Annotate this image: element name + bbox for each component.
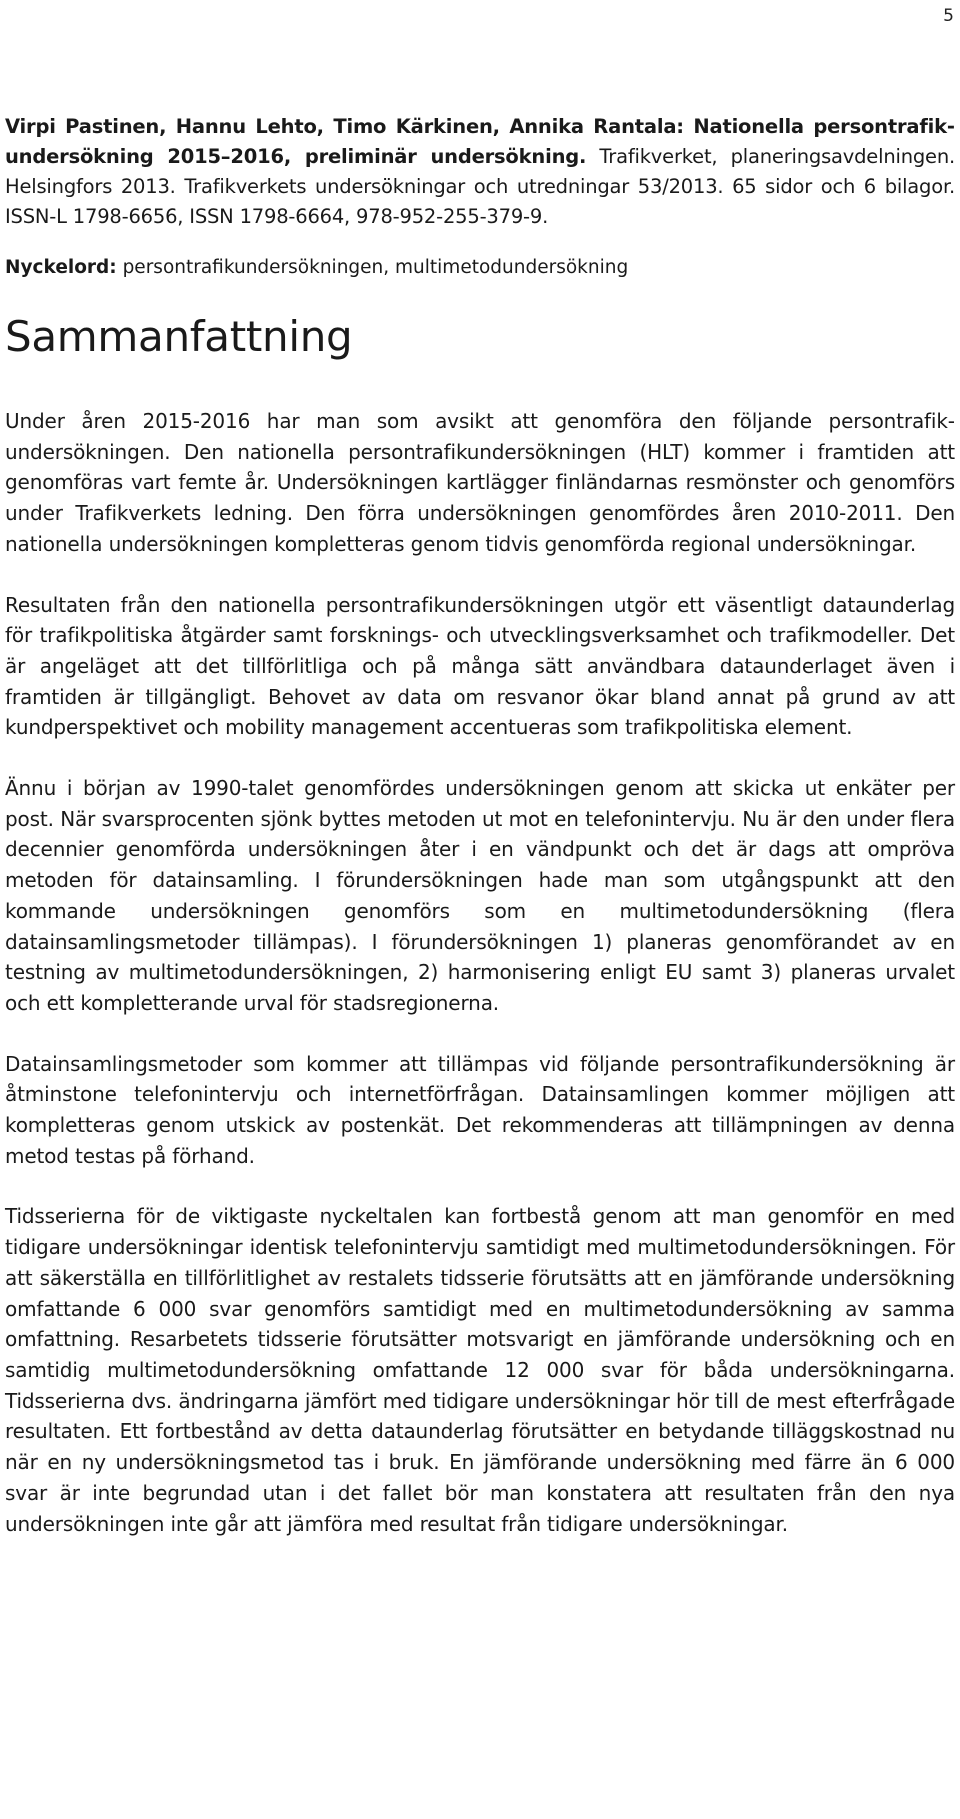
paragraph: Datainsamlingsmetoder som kommer att tillämpas vid följande persontrafikundersökning är åtminstone telefonintervju och internetförfrågan. Datainsamlingen kommer möjligen att kompletteras genom utskick av postenkät. Det rekommenderas att tillämpningen av denna metod testas på förhand.: [5, 1051, 955, 1168]
reference-authors-title: Virpi Pastinen, Hannu Lehto, Timo Kärkinen, Annika Rantala: Nationella persontrafikundersökning 2015–2016, preliminär undersökning.: [5, 115, 955, 168]
paragraph: Tidsserierna för de viktigaste nyckeltalen kan fortbestå genom att man genomför en med tidigare undersökningar identisk telefonintervju samtidigt med multimetodundersökningen. För att säkerställa en tillförlitlighet av restalets tidsserie förutsätts att en jämförande undersökning omfattande 6 000 svar genomförs samtidigt med en multimetodundersökning av samma omfattning. Resarbetets tidsserie förutsätter motsvarigt en jämförande undersökning och en samtidig multimetodundersökning omfattande 12 000 svar för båda undersökningarna. Tidsserierna dvs. ändringarna jämfört med tidigare undersökningar hör till de mest efterfrågade resultaten. Ett fortbestånd av detta dataunderlag förutsätter en betydande tilläggskostnad nu när en ny undersökningsmetod tas i bruk. En jämförande undersökning med färre än 6 000 svar är inte begrundad utan i det fallet bör man konstatera att resultaten från den nya undersökningen inte går att jämföra med resultat från tidigare undersökningar.: [5, 1204, 955, 1536]
reference-details: Trafikverket, planeringsavdelningen. Helsingfors 2013. Trafikverkets undersökningar och utredningar 53/2013. 65 sidor och 6 bilagor. ISSN-L 1798-6656, ISSN 1798-6664, 978-952-255-379-9.: [5, 145, 955, 228]
section-title: Sammanfattning: [5, 312, 353, 361]
paragraph: Under åren 2015-2016 har man som avsikt att genomföra den följande persontrafikundersökningen. Den nationella persontrafikundersökningen (HLT) kommer i framtiden att genomföras vart femte år. Undersökningen kartlägger finländarnas resmönster och genomförs under Trafikverkets ledning. Den förra undersökningen genomfördes åren 2010-2011. Den nationella undersökningen kompletteras genom tidvis genomförda regional undersökningar.: [5, 409, 955, 556]
keywords-label: Nyckelord:: [5, 257, 117, 278]
keywords: [5, 254, 955, 282]
paragraph: Resultaten från den nationella persontrafikundersökningen utgör ett väsentligt dataunderlag för trafikpolitiska åtgärder samt forsknings- och utvecklingsverksamhet och trafikmodeller. Det är angeläget att det tillförlitliga och på många sätt användbara dataunderlaget även i framtiden är tillgängligt. Behovet av data om resvanor ökar bland annat på grund av att kundperspektivet och mobility management accentueras som trafikpolitiska element.: [5, 592, 955, 740]
keywords-text: persontrafikundersökningen, multimetodundersökning: [116, 257, 629, 278]
document-body: [5, 112, 955, 1539]
paragraph: Ännu i början av 1990-talet genomfördes undersökningen genom att skicka ut enkäter per post. När svarsprocenten sjönk byttes metoden ut mot en telefonintervju. Nu är den under flera decennier genomförda undersökningen åter i en vändpunkt och det är dags att ompröva metoden för datainsamling. I förundersökningen hade man som utgångspunkt att den kommande undersökningen genomförs som en multimetodundersökning (flera datainsamlingsmetoder tillämpas). I förundersökningen 1) planeras genomförandet av en testning av multimetodundersökningen, 2) harmonisering enligt EU samt 3) planeras urvalet och ett kompletterande urval för stadsregionerna.: [5, 776, 955, 1015]
page-number: 5: [943, 6, 954, 26]
bibliographic-reference: [5, 112, 955, 232]
